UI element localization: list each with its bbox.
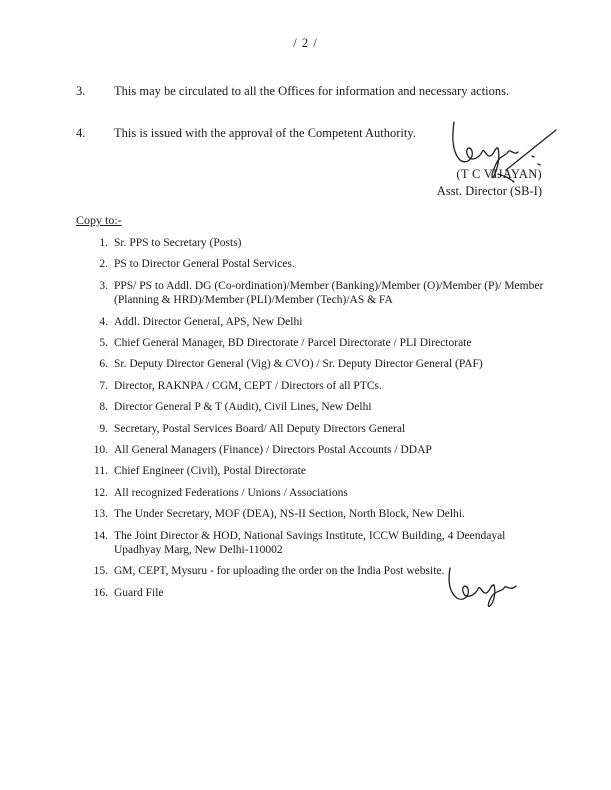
list-item: [70, 315, 550, 330]
list-item: [70, 464, 550, 479]
list-item-text: All General Managers (Finance) / Directors Postal Accounts / DDAP: [114, 444, 432, 457]
list-item-text: Secretary, Postal Services Board/ All Deputy Directors General: [114, 422, 406, 435]
list-item-text: The Joint Director & HOD, National Savings Institute, ICCW Building, 4 Deendayal Upadhyay Marg, New Delhi-110002: [114, 529, 506, 557]
signatory-name: (T C VIJAYAN): [456, 167, 542, 181]
list-item-number: 5.: [99, 337, 108, 350]
copy-to-heading: Copy to:-: [76, 213, 122, 227]
signature-bottom: [440, 562, 530, 610]
list-item-text: All recognized Federations / Unions / Associations: [114, 486, 348, 499]
list-item-number: 8.: [99, 401, 108, 414]
paragraph-3: [76, 82, 546, 100]
list-item-number: 16.: [93, 586, 108, 599]
page-number: / 2 /: [293, 36, 318, 50]
list-item-text: Chief Engineer (Civil), Postal Directorate: [114, 465, 306, 478]
list-item: [70, 529, 550, 558]
list-item-number: 3.: [99, 279, 108, 292]
list-item: [70, 507, 550, 522]
list-item-text: Sr. Deputy Director General (Vig) & CVO) / Sr. Deputy Director General (PAF): [114, 358, 483, 371]
paragraph-number: 4.: [76, 126, 86, 140]
list-item-number: 7.: [99, 379, 108, 392]
list-item: [70, 400, 550, 415]
list-item-number: 2.: [99, 258, 108, 271]
list-item-text: GM, CEPT, Mysuru - for uploading the order on the India Post website.: [114, 565, 445, 578]
list-item: [70, 486, 550, 501]
paragraph-text: This may be circulated to all the Offices for information and necessary actions.: [114, 84, 510, 98]
list-item-number: 13.: [93, 508, 108, 521]
copy-to-list: [70, 236, 550, 607]
list-item: [70, 279, 550, 308]
list-item: [70, 357, 550, 372]
list-item: [70, 236, 550, 251]
list-item-text: Guard File: [114, 586, 164, 599]
list-item-number: 12.: [93, 486, 108, 499]
list-item: [70, 443, 550, 458]
list-item-text: Addl. Director General, APS, New Delhi: [114, 315, 303, 328]
paragraph-number: 3.: [76, 84, 86, 98]
list-item-text: Director, RAKNPA / CGM, CEPT / Directors of all PTCs.: [114, 379, 382, 392]
list-item-number: 10.: [93, 444, 108, 457]
list-item-number: 14.: [93, 529, 108, 542]
list-item: [70, 422, 550, 437]
list-item-number: 6.: [99, 358, 108, 371]
list-item-number: 11.: [94, 465, 108, 478]
paragraph-text: This is issued with the approval of the Competent Authority.: [114, 126, 416, 140]
list-item-number: 4.: [99, 315, 108, 328]
list-item-text: Sr. PPS to Secretary (Posts): [114, 237, 242, 249]
list-item-number: 1.: [99, 237, 108, 249]
list-item-number: 15.: [93, 565, 108, 578]
list-item-text: Director General P & T (Audit), Civil Lines, New Delhi: [114, 401, 372, 414]
list-item: [70, 379, 550, 394]
list-item-text: PS to Director General Postal Services.: [114, 258, 295, 271]
signatory-designation: Asst. Director (SB-I): [436, 184, 542, 198]
list-item-text: Chief General Manager, BD Directorate / Parcel Directorate / PLI Directorate: [114, 337, 472, 350]
list-item-text: PPS/ PS to Addl. DG (Co-ordination)/Member (Banking)/Member (O)/Member (P)/ Member (Planning & HRD)/Member (PLI)/Member (Tech)/AS & FA: [114, 279, 544, 307]
list-item: [70, 336, 550, 351]
list-item: [70, 257, 550, 272]
list-item-number: 9.: [99, 422, 108, 435]
list-item-text: The Under Secretary, MOF (DEA), NS-II Section, North Block, New Delhi.: [114, 508, 465, 521]
